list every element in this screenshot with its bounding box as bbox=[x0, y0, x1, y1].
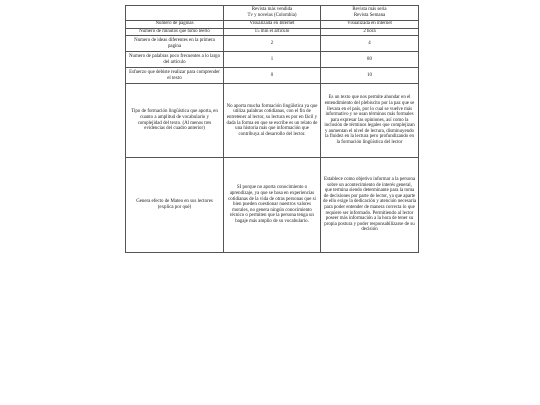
row-label: Tipo de formación lingüística que aporta, en cuanto a amplitud de vocabulario y complejidad del texto. (Al menos tres evidencias del cuadro anterior) bbox=[126, 84, 224, 158]
row-value-magazine-2: Establece como objetivo informar a la persona sobre un acontecimiento de interés general, que termina siendo determinante para la toma de decisiones por parte de lector, ya que aparte de ello exige la dedicación y atención necesaria para poder entender de manera correcta lo que requiere ser informado. Permitiendo al lector poseer más información a la hora de tener su propia postura y poder responsabilizarse de su decisión bbox=[321, 158, 419, 253]
comparison-table bbox=[125, 5, 419, 253]
row-value-magazine-2: Visualizada en internet bbox=[321, 21, 419, 29]
row-label: Genera efecto de Mateo en sus lectores (explica por qué) bbox=[126, 158, 224, 253]
table-row bbox=[126, 52, 419, 68]
header-magazine-2 bbox=[321, 6, 419, 21]
row-value-magazine-2: 4 bbox=[321, 36, 419, 52]
row-value-magazine-2: 80 bbox=[321, 52, 419, 68]
row-value-magazine-2: 2 hora bbox=[321, 28, 419, 36]
table-row bbox=[126, 28, 419, 36]
row-value-magazine-1: 0 bbox=[224, 68, 321, 84]
row-label: Numero de palabras poco frecuentes a lo largo del articulo bbox=[126, 52, 224, 68]
table-row bbox=[126, 68, 419, 84]
header-magazine-1-name: Tv y novelas (Colombia) bbox=[247, 13, 297, 18]
row-value-magazine-1: No aporta mucha formación lingüística ya que utiliza palabras cotidianas, con el fin de entretener al lector, su lectura es por en fácil y dada la forma en que se escribe es un relato de una historia más que información que contribuya al desarrollo del lector. bbox=[224, 84, 321, 158]
row-label: Numero de ideas diferentes en la primera pagina bbox=[126, 36, 224, 52]
header-magazine-1 bbox=[224, 6, 321, 21]
header-empty-cell bbox=[126, 6, 224, 21]
header-magazine-1-title: Revista más vendida bbox=[251, 7, 293, 13]
table-row bbox=[126, 158, 419, 253]
row-label: Numero de paginas bbox=[126, 21, 224, 29]
row-label: Numero de minutos que tomo leerlo bbox=[126, 28, 224, 36]
row-value-magazine-1: SI porque no aporta conocimiento o aprendizaje, ya que se basa en experiencias cotidianas de la vida de otras personas que si bien pueden cuestionar nuestros valores morales, no genera ningún conocimiento técnico o permiten que la persona tenga un bagaje más amplio de su vocabulario. bbox=[224, 158, 321, 253]
row-value-magazine-1: 15 min el articulo bbox=[224, 28, 321, 36]
row-value-magazine-2: Es un texto que nos permite ahondar en el entendimiento del plebiscito por la paz que se llevara en el país, por lo cual se vuelve más informativo y se usan términos más formales para expresar las opiniones, así como la inclusión de términos legales que complejizan y aumentan el nivel de lectura, disminuyendo la fluidez en la lectura pero profundizando en la formación lingüística del lector bbox=[321, 84, 419, 158]
header-magazine-2-title: Revista más seria bbox=[352, 7, 387, 13]
table-row bbox=[126, 36, 419, 52]
header-magazine-2-name: Revista Semana bbox=[353, 13, 386, 18]
table-row bbox=[126, 21, 419, 29]
row-value-magazine-1: 1 bbox=[224, 52, 321, 68]
table-header-row bbox=[126, 6, 419, 21]
table-row bbox=[126, 84, 419, 158]
row-label: Esfuerzo que debiste realizar para comprender el texto bbox=[126, 68, 224, 84]
row-value-magazine-2: 10 bbox=[321, 68, 419, 84]
row-value-magazine-1: 2 bbox=[224, 36, 321, 52]
row-value-magazine-1: Visualizada en Internet bbox=[224, 21, 321, 29]
